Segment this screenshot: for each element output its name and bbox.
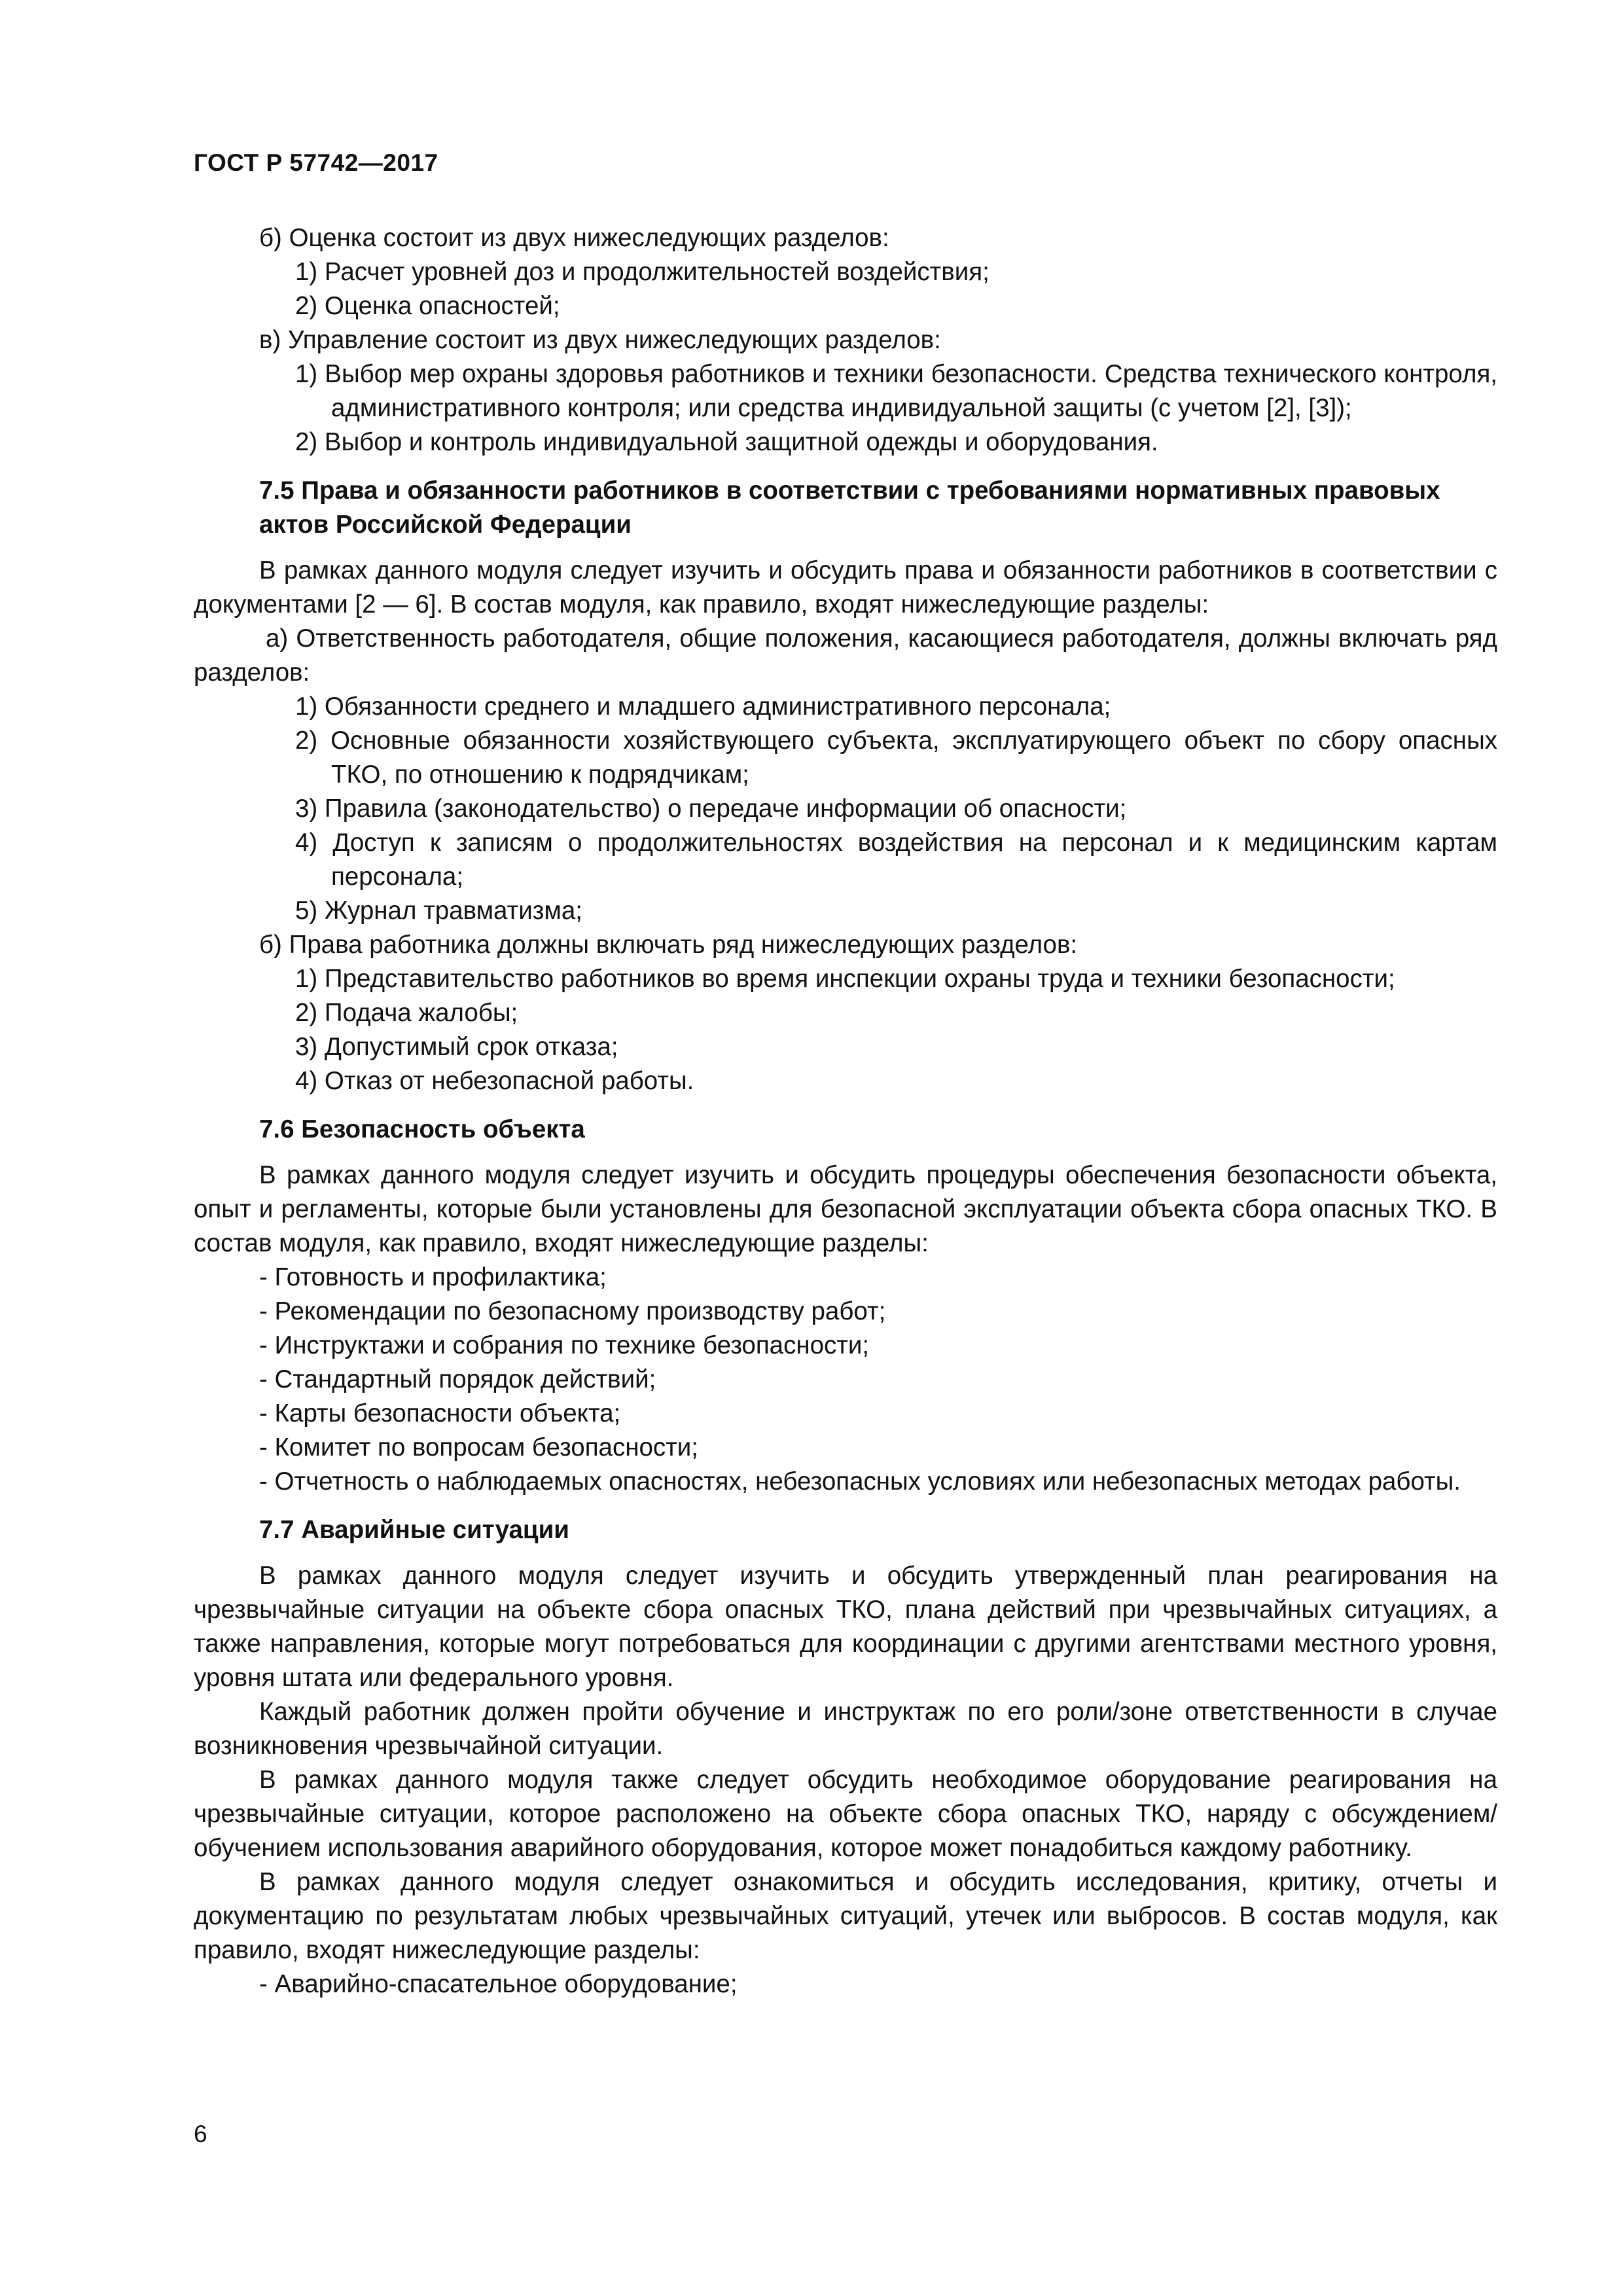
list-item: - Аварийно-спасательное оборудование;	[259, 1970, 738, 1998]
paragraph: В рамках данного модуля также следует обсудить необходимое оборудование реагирования на чрезвычайные ситуации, которое расположено на объекте сбора опасных ТКО, наряду с обсуждением/обучением использования аварийного оборудования, которое может понадобиться каждому работнику.	[194, 1766, 1497, 1862]
list-item: - Карты безопасности объекта;	[259, 1399, 621, 1427]
list-item: - Инструктажи и собрания по технике безопасности;	[259, 1331, 870, 1359]
paragraph: а) Ответственность работодателя, общие положения, касающиеся работодателя, должны включать ряд разделов:	[194, 624, 1497, 687]
section-heading-7-6: 7.6 Безопасность объекта	[259, 1115, 585, 1143]
list-item: в) Управление состоит из двух нижеследующих разделов:	[259, 326, 941, 354]
list-item: 1) Обязанности среднего и младшего административного персонала;	[295, 692, 1111, 721]
list-item: - Отчетность о наблюдаемых опасностях, небезопасных условиях или небезопасных методах работы.	[259, 1467, 1461, 1496]
list-item: 2) Основные обязанности хозяйствующего субъекта, эксплуатирующего объект по сбору опасных ТКО, по отношению к подрядчикам;	[295, 726, 1497, 789]
page-number: 6	[194, 2121, 207, 2147]
list-item: б) Оценка состоит из двух нижеследующих разделов:	[259, 224, 889, 252]
document-body	[194, 221, 1497, 2001]
paragraph: Каждый работник должен пройти обучение и инструктаж по его роли/зоне ответственности в случае возникновения чрезвычайной ситуации.	[194, 1698, 1497, 1760]
list-item: 4) Отказ от небезопасной работы.	[295, 1067, 694, 1095]
list-item: - Рекомендации по безопасному производству работ;	[259, 1297, 886, 1325]
list-item: - Комитет по вопросам безопасности;	[259, 1433, 698, 1462]
list-item: 3) Допустимый срок отказа;	[295, 1033, 618, 1061]
list-item: - Стандартный порядок действий;	[259, 1365, 656, 1393]
list-item: 2) Оценка опасностей;	[295, 292, 560, 320]
section-heading-7-7: 7.7 Аварийные ситуации	[259, 1516, 569, 1544]
paragraph: В рамках данного модуля следует изучить и обсудить утвержденный план реагирования на чрезвычайные ситуации на объекте сбора опасных ТКО, плана действий при чрезвычайных ситуациях, а также направления, которые могут потребоваться для координации с другими агентствами местного уровня, уровня штата или федерального уровня.	[194, 1562, 1497, 1692]
list-item: 2) Подача жалобы;	[295, 999, 518, 1027]
list-item: б) Права работника должны включать ряд нижеследующих разделов:	[259, 931, 1078, 959]
list-item: 1) Расчет уровней доз и продолжительностей воздействия;	[295, 258, 990, 286]
list-item: 1) Выбор мер охраны здоровья работников и техники безопасности. Средства технического контроля, административного контроля; или средства индивидуальной защиты (с учетом [2], [3]);	[295, 360, 1497, 422]
list-item: 3) Правила (законодательство) о передаче информации об опасности;	[295, 795, 1127, 823]
paragraph: В рамках данного модуля следует изучить и обсудить права и обязанности работников в соответствии с документами [2 — 6]. В состав модуля, как правило, входят нижеследующие разделы:	[194, 556, 1497, 619]
list-item: - Готовность и профилактика;	[259, 1263, 607, 1291]
section-heading-7-5: 7.5 Права и обязанности работников в соответствии с требованиями нормативных правовых актов Российской Федерации	[259, 476, 1440, 539]
paragraph: В рамках данного модуля следует ознакомиться и обсудить исследования, критику, отчеты и документацию по результатам любых чрезвычайных ситуаций, утечек или выбросов. В состав модуля, как правило, входят нижеследующие разделы:	[194, 1868, 1497, 1964]
list-item: 1) Представительство работников во время инспекции охраны труда и техники безопасности;	[295, 965, 1395, 993]
list-item: 5) Журнал травматизма;	[295, 897, 582, 925]
paragraph: В рамках данного модуля следует изучить и обсудить процедуры обеспечения безопасности объекта, опыт и регламенты, которые были установлены для безопасной эксплуатации объекта сбора опасных ТКО. В состав модуля, как правило, входят нижеследующие разделы:	[194, 1161, 1497, 1257]
list-item: 4) Доступ к записям о продолжительностях воздействия на персонал и к медицинским картам персонала;	[295, 829, 1497, 891]
document-header: ГОСТ Р 57742—2017	[194, 149, 438, 176]
list-item: 2) Выбор и контроль индивидуальной защитной одежды и оборудования.	[295, 428, 1158, 456]
